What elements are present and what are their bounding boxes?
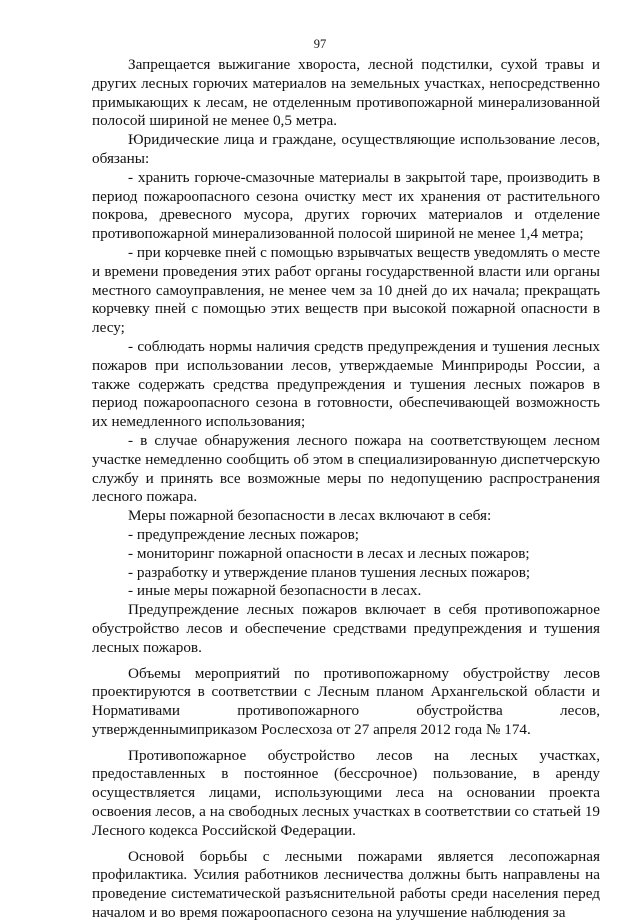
paragraph-fuel-storage: - хранить горюче-смазочные материалы в закрытой таре, производить в период пожароопасного сезона очистку мест их хранения от растительного покрова, древесного мусора, других горючих материалов и отделение противопожарной минерализованной полосой шириной не менее 1,4 метра; — [92, 168, 600, 243]
body-text — [92, 56, 600, 923]
paragraph-prophylaxis: Основой борьбы с лесными пожарами является лесопожарная профилактика. Усилия работников лесничества должны быть направлены на проведение систематической разъяснительной работы среди населения перед началом и во время пожароопасного сезона на улучшение наблюдения за — [92, 847, 600, 922]
paragraph-stump-removal: - при корчевке пней с помощью взрывчатых веществ уведомлять о месте и времени проведения этих работ органы государственной власти или органы местного самоуправления, не менее чем за 10 дней до их начала; прекращать корчевку пней с помощью этих веществ при высокой пожарной опасности в лесу; — [92, 243, 600, 337]
paragraph-measures-intro: Меры пожарной безопасности в лесах включают в себя: — [128, 507, 492, 525]
paragraph-obligations-intro: Юридические лица и граждане, осуществляющие использование лесов, обязаны: — [92, 131, 600, 167]
paragraph-arrangement: Противопожарное обустройство лесов на лесных участках, предоставленных в постоянное (бессрочное) пользование, в аренду осуществляется лицами, использующими леса на основании проекта освоения лесов, а на свободных лесных участках в соответствии со статьей 19 Лесного кодекса Российской Федерации. — [92, 746, 600, 839]
list-item: - иные меры пожарной безопасности в лесах. — [128, 582, 422, 600]
measures-list — [92, 526, 600, 601]
paragraph-burning-prohibition: Запрещается выжигание хвороста, лесной подстилки, сухой травы и других лесных горючих материалов на земельных участках, непосредственно примыкающих к лесам, не отделенным противопожарной минерализованной полосой шириной не менее 0,5 метра. — [92, 56, 600, 130]
paragraph-fire-equipment: - соблюдать нормы наличия средств предупреждения и тушения лесных пожаров при использовании лесов, утверждаемые Минприроды России, а также содержать средства предупреждения и тушения лесных пожаров в период пожароопасного сезона в готовности, обеспечивающей возможность их немедленного использования; — [92, 337, 600, 431]
paragraph-fire-reporting: - в случае обнаружения лесного пожара на соответствующем лесном участке немедленно сообщить об этом в специализированную диспетчерскую службу и принять все возможные меры по недопущению распространения лесного пожара. — [92, 431, 600, 506]
paragraph-volumes: Объемы мероприятий по противопожарному обустройству лесов проектируются в соответствии с Лесным планом Архангельской области и Нормативами противопожарного обустройства лесов, утвержденнымиприказом Рослесхоза от 27 апреля 2012 года № 174. — [92, 664, 600, 738]
list-item: - мониторинг пожарной опасности в лесах и лесных пожаров; — [128, 544, 530, 562]
page-number: 97 — [313, 37, 327, 51]
list-item: - предупреждение лесных пожаров; — [128, 525, 359, 543]
list-item: - разработку и утверждение планов тушения лесных пожаров; — [128, 563, 531, 581]
paragraph-prevention: Предупреждение лесных пожаров включает в себя противопожарное обустройство лесов и обеспечение средствами предупреждения и тушения лесных пожаров. — [92, 601, 600, 656]
